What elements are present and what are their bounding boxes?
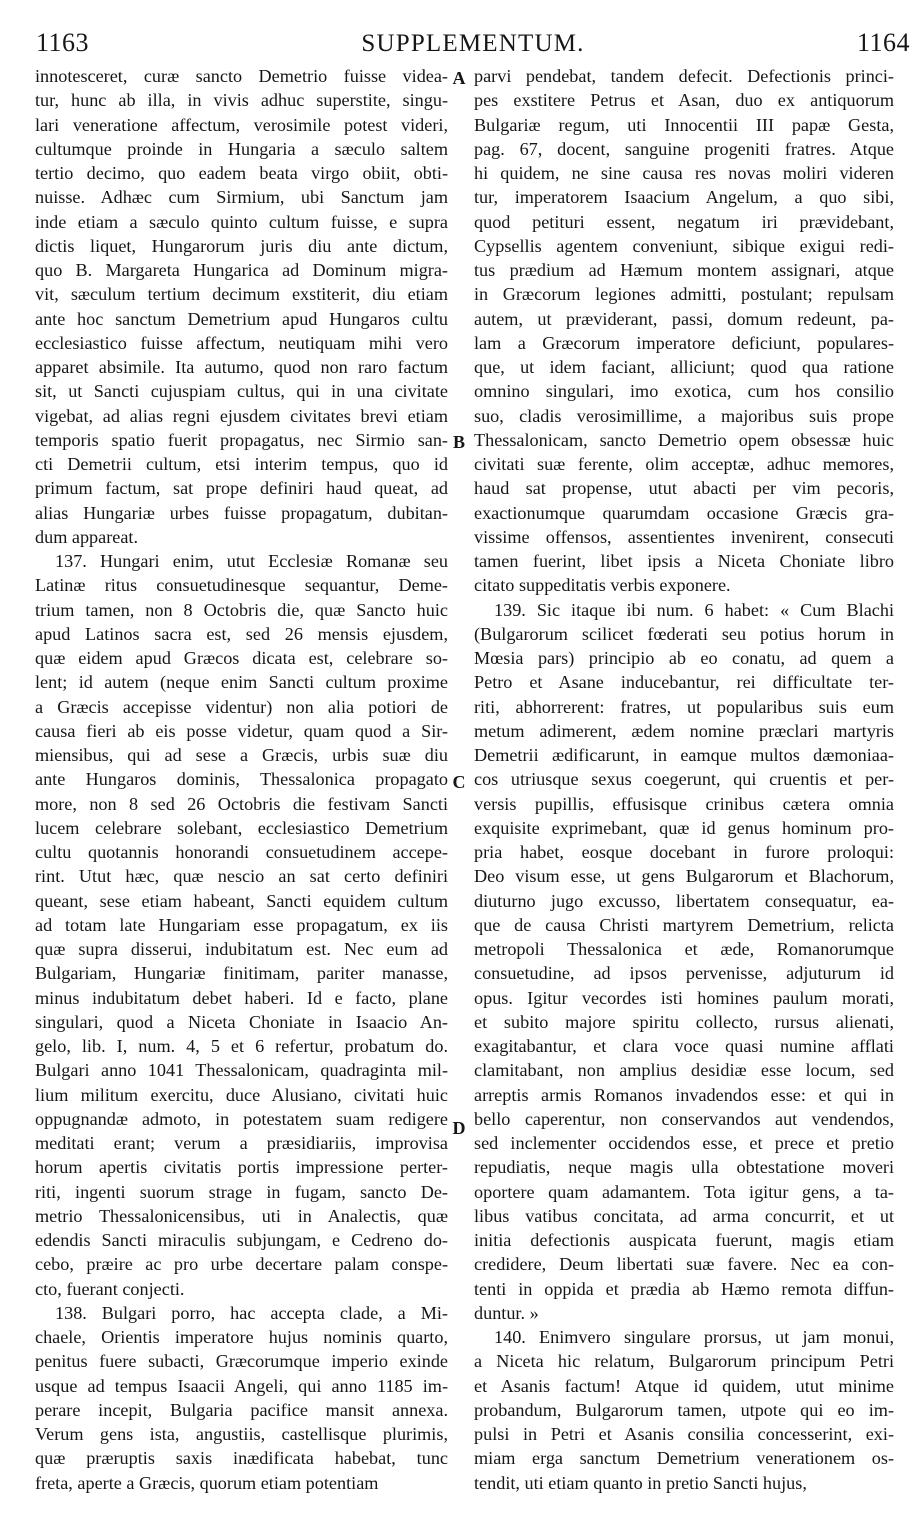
text-line: quæ præruptis saxis inædificata habebat, tunc (35, 1448, 448, 1469)
text-line: lari veneratione affectum, verosimile potest videri, (35, 114, 448, 135)
text-line: lium militum exercitu, duce Alusiano, civitati huic (35, 1084, 448, 1105)
text-line: parvi pendebat, tandem defecit. Defectionis princi- (474, 66, 894, 86)
text-line: penitus fuere subacti, Græcorumque imperio exinde (35, 1351, 448, 1372)
text-line: Deo visum esse, ut gens Bulgarorum et Blachorum, (474, 866, 894, 887)
text-line: Bulgari anno 1041 Thessalonicam, quadraginta mil- (35, 1060, 448, 1081)
text-line: initia defectionis auspicata fuerunt, magis etiam (474, 1230, 894, 1250)
text-line: arreptis armis Romanos invadendos esse: et qui in (474, 1084, 894, 1105)
text-line: et subito majore spiritu collecto, rursus alienati, (474, 1011, 894, 1032)
text-line: tenti in oppida et prædia ab Hæmo remota diffun- (474, 1278, 894, 1299)
text-line: pria habet, eosque docebant in furore proloqui: (474, 842, 894, 862)
text-line: et Asanis factum! Atque id quidem, utut minime (474, 1375, 894, 1396)
text-line: diuturno jugo excusso, libertatem consequatur, ea- (474, 890, 894, 911)
text-line: gelo, lib. I, num. 4, 5 et 6 refertur, probatum do. (35, 1036, 448, 1056)
text-line: cebo, præire ac pro urbe decertare palam conspe- (35, 1254, 448, 1275)
running-title: SUPPLEMENTUM. (361, 30, 585, 57)
text-line: miensibus, qui ad sese a Græcis, urbis suæ diu (35, 745, 448, 765)
text-line: tur, hunc ab illa, in vivis adhuc superstite, singu- (35, 90, 448, 111)
text-line: perare incepit, Bulgaria pacifice mansit annexa. (35, 1399, 448, 1420)
text-line: a Græcis accepisse videntur) non alia potiori de (35, 696, 448, 717)
text-line: tendit, uti etiam quanto in pretio Sancti hujus, (474, 1472, 807, 1493)
text-line: exquisite exprimebant, quæ id genus hominum pro- (474, 817, 894, 838)
text-line: metum adimerent, ædem nomine præclari martyris (474, 720, 894, 741)
text-line: freta, aperte a Græcis, quorum etiam potentiam (35, 1472, 379, 1493)
text-line: lent; id autem (neque enim Sancti cultum proxime (35, 672, 448, 693)
text-line: credidere, Deum libertati suæ favere. Nec ea con- (474, 1254, 894, 1275)
text-line: probandum, Bulgarorum tamen, utpote qui eo im- (474, 1399, 894, 1420)
text-line: lam a Græcorum imperatore deficiunt, populares- (474, 332, 894, 353)
text-line: more, non 8 sed 26 Octobris die festivam Sancti (35, 793, 448, 814)
text-line: suo, cladis verosimillime, a majoribus suis prope (474, 405, 894, 426)
text-line: bello caperentur, non conservandos aut vendendos, (474, 1108, 894, 1129)
text-line: 139. Sic itaque ibi num. 6 habet: « Cum Blachi (494, 599, 894, 620)
text-line: Latinæ ritus consuetudinesque sequantur, Deme- (35, 575, 448, 596)
text-line: tur, imperatorem Isaacium Angelum, a quo sibi, (474, 187, 894, 208)
text-line: repudiatis, neque magis ulla obtestatione moveri (474, 1157, 894, 1178)
text-line: rint. Utut hæc, quæ nescio an sat certo definiri (35, 866, 448, 887)
text-line: 140. Enimvero singulare prorsus, ut jam monui, (494, 1327, 894, 1347)
text-line: consuetudine, ad ipsos pervenisse, adjuturum id (474, 963, 894, 984)
text-line: tus prædium ad Hæmum montem assignari, atque (474, 260, 894, 280)
text-line: opus. Igitur vecordes isti homines paulum morati, (474, 987, 894, 1008)
text-line: dum appareat. (35, 526, 139, 547)
text-line: hi quidem, ne sine causa res novas moliri videren (474, 163, 894, 183)
text-line: minus indubitatum debet haberi. Id e facto, plane (35, 987, 448, 1008)
text-line: metropoli Thessalonica et æde, Romanorumque (474, 939, 894, 959)
text-line: libus vatibus concitata, ad arma concurrit, et ut (474, 1205, 894, 1226)
text-line: causa fieri ab eis posse videtur, quam quod a Sir- (35, 720, 448, 741)
text-line: Thessalonicam, sancto Demetrio opem obsessæ huic (474, 429, 894, 450)
text-line: quod petituri essent, negatum iri prævidebant, (474, 211, 894, 232)
text-line: 138. Bulgari porro, hac accepta clade, a Mi- (55, 1302, 448, 1323)
margin-letter-d: D (452, 1118, 466, 1138)
text-line: apparet absimile. Ita autumo, quod non raro factum (35, 357, 448, 377)
text-line: singulari, quod a Niceta Choniate in Isaacio An- (35, 1011, 448, 1032)
right-column (474, 64, 894, 1495)
text-line: lucem celebrare solebant, ecclesiastico Demetrium (35, 817, 448, 838)
text-line: civitati suæ ferente, olim acceptæ, adhuc memores, (474, 454, 894, 474)
text-line: cultumque proinde in Hungaria a sæculo saltem (35, 138, 448, 159)
text-line: in Græcorum legiones admitti, postulant; repulsam (474, 284, 894, 305)
text-line: cultu quotannis honorandi consuetudinem accepe- (35, 842, 448, 862)
text-line: autem, ut præviderant, passi, domum redeunt, pa- (474, 308, 894, 329)
page-number-left: 1163 (36, 28, 90, 57)
text-line: queant, sese etiam habeant, Sancti equidem cultum (35, 890, 448, 911)
page-number-right: 1164 (856, 28, 910, 57)
text-line: Demetrii ædificarunt, in eamque multos dæmoniaa- (474, 745, 894, 765)
text-line: quæ supra disserui, indubitatum est. Nec eum ad (35, 939, 448, 959)
text-line: dictis liquet, Hungarorum juris diu ante dictum, (35, 235, 448, 256)
text-line: alias Hungariæ urbes fuisse propagatum, dubitan- (35, 502, 448, 523)
text-line: vissime offensos, assentientes invenirent, consecuti (474, 526, 894, 547)
margin-letter-c: C (452, 772, 466, 792)
text-line: cto, fuerant conjecti. (35, 1278, 185, 1299)
text-line: 137. Hungari enim, utut Ecclesiæ Romanæ seu (55, 551, 448, 571)
text-line: horum apertis civitatis portis impressione perter- (35, 1157, 448, 1178)
text-line: Petro et Asane inducebantur, rei difficultate ter- (474, 672, 894, 693)
text-line: vigebat, ad alias regni ejusdem civitates brevi etiam (35, 405, 448, 426)
text-line: apud Latinos sacra est, sed 26 mensis ejusdem, (35, 623, 448, 644)
text-line: ad totam late Hungariam esse propagatum, ex iis (35, 914, 448, 935)
text-line: riti, abhorrerent: fratres, ut popularibus suis eum (474, 696, 894, 717)
text-line: que de causa Christi martyrem Demetrium, relicta (474, 914, 894, 935)
text-line: inde etiam a sæculo quinto cultum fuisse, e supra (35, 211, 448, 232)
text-line: quo B. Margareta Hungarica ad Dominum migra- (35, 260, 448, 280)
text-line: tamen fuerint, libet ipsis a Niceta Choniate libro (474, 551, 894, 571)
left-column (35, 64, 448, 1495)
text-line: (Bulgarorum scilicet fœderati seu potius horum in (474, 623, 894, 644)
text-line: pulsi in Petri et Asanis consilia concesserint, exi- (474, 1424, 894, 1444)
text-line: Mœsia pars) principio ab eo conatu, ad quem a (474, 648, 894, 668)
text-line: miam erga sanctum Demetrium venerationem os- (474, 1448, 894, 1469)
text-line: ante Hungaros dominis, Thessalonica propagato (35, 769, 448, 790)
page-header (36, 28, 910, 62)
text-line: quæ eidem apud Græcos dicata est, celebrare so- (35, 648, 448, 668)
text-line: citato suppeditatis verbis exponere. (474, 575, 731, 596)
text-line: haud sat propense, utut abacti per vim pecoris, (474, 478, 894, 499)
text-line: nuisse. Adhæc cum Sirmium, ubi Sanctum jam (35, 187, 448, 208)
text-line: Bulgariam, Hungariæ finitimam, pariter manasse, (35, 963, 448, 984)
margin-letter-b: B (452, 432, 465, 452)
text-line: versis pupillis, effusisque crinibus cætera omnia (474, 793, 894, 814)
text-line: Cypsellis agentem conveniunt, sibique exigui redi- (474, 235, 894, 256)
text-line: trium tamen, non 8 Octobris die, quæ Sancto huic (35, 599, 448, 620)
text-line: ecclesiastico fuisse affectum, neutiquam mihi vero (35, 332, 448, 353)
text-line: ante hoc sanctum Demetrium apud Hungaros cultu (35, 308, 448, 329)
text-line: metrio Thessalonicensibus, uti in Analectis, quæ (35, 1205, 448, 1226)
text-line: cos utriusque sexus coegerunt, qui cruentis et per- (474, 769, 894, 790)
text-line: oportere quam adamantem. Tota igitur gens, a ta- (474, 1181, 894, 1202)
text-line: chaele, Orientis imperatore hujus nominis quarto, (35, 1327, 448, 1347)
text-line: cti Demetrii cultum, etsi interim tempus, quo id (35, 454, 448, 474)
text-line: Bulgariæ regum, uti Innocentii III papæ Gesta, (474, 114, 894, 135)
text-line: exactionumque quarumdam occasione Græcis gra- (474, 502, 894, 523)
text-line: riti, ingenti suorum strage in fugam, sancto De- (35, 1181, 448, 1202)
text-line: sit, ut Sancti cujuspiam cultus, qui in una civitate (35, 381, 448, 402)
text-line: que, ut idem faciant, alliciunt; quod qua ratione (474, 357, 894, 377)
text-line: vit, sæculum tertium decimum exstiterit, diu etiam (35, 284, 448, 305)
text-line: tertio decimo, quo eadem beata virgo obiit, obti- (35, 163, 448, 183)
text-line: Verum gens ista, angustiis, castellisque plurimis, (35, 1424, 448, 1444)
margin-letter-a: A (452, 68, 466, 88)
text-line: clamitabant, non amplius desidiæ esse locum, sed (474, 1060, 894, 1081)
text-line: pag. 67, docent, sanguine progeniti fratres. Atque (474, 138, 894, 159)
text-line: pes exstitere Petrus et Asan, duo ex antiquorum (474, 90, 894, 111)
text-line: duntur. » (474, 1302, 539, 1323)
text-line: omnino singulari, imo exotica, cum hos consilio (474, 381, 894, 402)
text-line: exagitabantur, et clara voce quasi numine afflati (474, 1036, 894, 1056)
text-line: a Niceta hic relatum, Bulgarorum principum Petri (474, 1351, 894, 1372)
text-line: primum factum, sat prope definiri haud queat, ad (35, 478, 448, 499)
text-line: sed inclementer occidendos esse, et prece et pretio (474, 1133, 894, 1153)
text-line: edendis Sancti miraculis subjungam, e Cedreno do- (35, 1230, 448, 1250)
text-line: meditati erant; verum a præsidiariis, improvisa (35, 1133, 448, 1153)
text-line: temporis spatio fuerit propagatus, nec Sirmio san- (35, 429, 448, 450)
text-line: innotesceret, curæ sancto Demetrio fuisse videa- (35, 66, 448, 86)
text-line: oppugnandæ admoto, in potestatem suam redigere (35, 1108, 448, 1129)
text-line: usque ad tempus Isaacii Angeli, qui anno 1185 im- (35, 1375, 448, 1396)
